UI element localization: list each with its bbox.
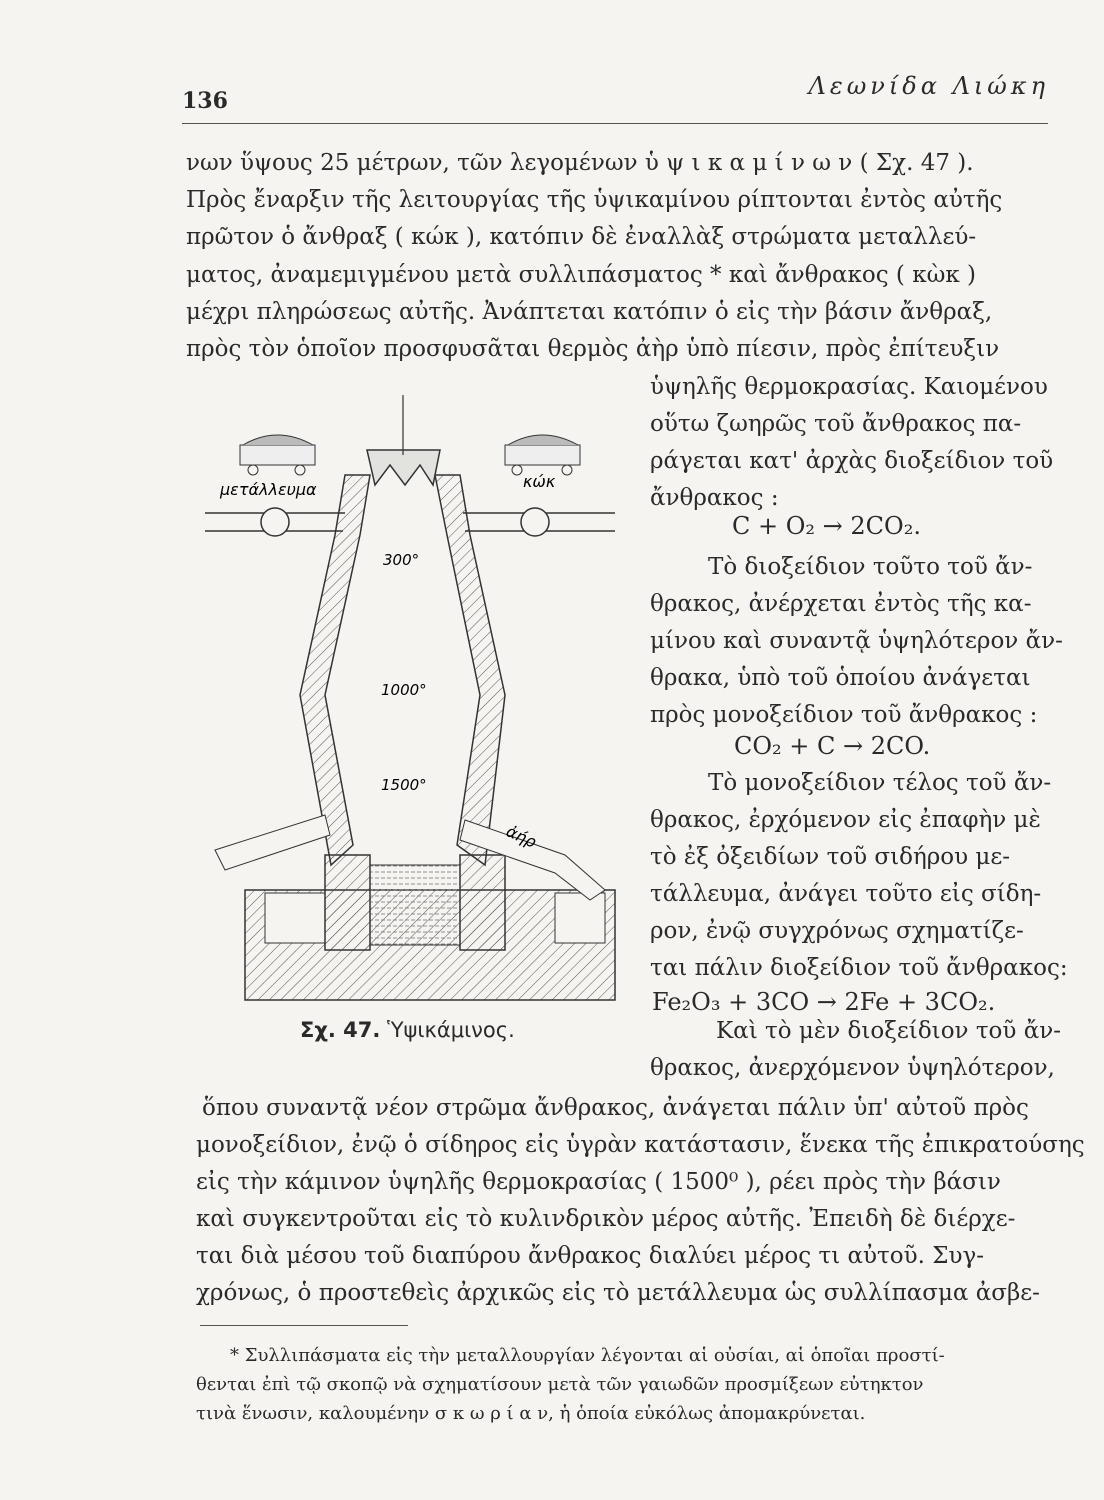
side-line: μίνου καὶ συναντᾷ ὑψηλότερον ἄν- [650,628,1063,654]
side-line: οὕτω ζωηρῶς τοῦ ἄνθρακος πα- [650,411,1022,437]
header-rule [182,123,1048,124]
running-head: Λεωνίδα Λιώκη [808,72,1049,100]
side-line: ται πάλιν διοξείδιον τοῦ ἄνθρακος: [650,955,1068,981]
label-temp-300: 300° [383,551,420,569]
footnote-rule [200,1325,408,1326]
side-line: Καὶ τὸ μὲν διοξείδιον τοῦ ἄν- [716,1018,1061,1044]
label-temp-1000: 1000° [381,681,427,699]
gas-pipe-left [205,508,345,536]
body-line: πρὸς τὸν ὁποῖον προσφυσᾶται θερμὸς ἀὴρ ὑπὸ πίεσιν, πρὸς ἐπίτευξιν [186,336,1000,362]
body-line: χρόνως, ὁ προστεθεὶς ἀρχικῶς εἰς τὸ μετάλλευμα ὡς συλλίπασμα ἀσβε- [196,1280,1040,1306]
equation-2: CO₂ + C → 2CO. [734,732,931,760]
ore-cart [240,435,315,475]
figure-caption [300,1018,515,1042]
body-line: μονοξείδιον, ἐνῷ ὁ σίδηρος εἰς ὑγρὰν κατάστασιν, ἕνεκα τῆς ἐπικρατούσης [196,1132,1085,1158]
side-line: θρακος, ἀνερχόμενον ὑψηλότερον, [650,1055,1055,1081]
body-line: Πρὸς ἔναρξιν τῆς λειτουργίας τῆς ὑψικαμίνου ρίπτονται ἐντὸς αὐτῆς [186,187,1003,213]
body-line: καὶ συγκεντροῦται εἰς τὸ κυλινδρικὸν μέρος αὐτῆς. Ἐπειδὴ δὲ διέρχε- [196,1206,1016,1232]
molten-iron [370,865,460,945]
body-line: εἰς τὴν κάμινον ὑψηλῆς θερμοκρασίας ( 1500⁰ ), ρέει πρὸς τὴν βάσιν [196,1169,1001,1195]
side-line: ράγεται κατ' ἀρχὰς διοξείδιον τοῦ [650,448,1054,474]
gas-pipe-right [463,508,615,536]
side-line: τὸ ἐξ ὀξειδίων τοῦ σιδήρου με- [650,844,1011,870]
side-line: τάλλευμα, ἀνάγει τοῦτο εἰς σίδη- [650,881,1042,907]
footnote-line: * Συλλιπάσματα εἰς τὴν μεταλλουργίαν λέγονται αἱ οὐσίαι, αἱ ὁποῖαι προστί- [230,1345,945,1366]
side-line: θρακα, ὑπὸ τοῦ ὁποίου ἀνάγεται [650,665,1031,691]
body-line: ὅπου συναντᾷ νέον στρῶμα ἄνθρακος, ἀνάγεται πάλιν ὑπ' αὐτοῦ πρὸς [202,1095,1029,1121]
body-line: πρῶτον ὁ ἄνθραξ ( κώκ ), κατόπιν δὲ ἐναλλὰξ στρώματα μεταλλεύ- [186,224,977,250]
equation-3: Fe₂O₃ + 3CO → 2Fe + 3CO₂. [652,988,996,1016]
side-line: ρον, ἐνῷ συγχρόνως σχηματίζε- [650,918,1024,944]
blast-furnace-figure [195,395,635,1015]
label-temp-1500: 1500° [381,776,427,794]
side-line: θρακος, ἐρχόμενον εἰς ἐπαφὴν μὲ [650,807,1041,833]
label-ore: μετάλλευμα [220,480,317,499]
shaft-wall-left [300,475,370,865]
side-line: ὑψηλῆς θερμοκρασίας. Καιομένου [650,374,1048,400]
equation-1: C + O₂ → 2CO₂. [732,512,921,540]
hearth-wall-right [460,855,505,950]
page-number: 136 [182,88,228,114]
side-line: ἄνθρακος : [650,485,779,511]
body-line: ματος, ἀναμεμιγμένου μετὰ συλλιπάσματος * καὶ ἄνθρακος ( κὼκ ) [186,262,976,288]
side-line: θρακος, ἀνέρχεται ἐντὸς τῆς κα- [650,591,1032,617]
caption-text: Ὑψικάμινος. [387,1018,515,1042]
caption-number: Σχ. 47. [300,1018,381,1042]
tuyere-left [215,815,330,870]
body-line: μέχρι πληρώσεως αὐτῆς. Ἀνάπτεται κατόπιν ὁ εἰς τὴν βάσιν ἄνθραξ, [186,299,993,325]
coke-cart [505,435,580,475]
shaft-wall-right [435,475,505,865]
footnote-line: τινὰ ἕνωσιν, καλουμένην σ κ ω ρ ί α ν, ἡ ὁποία εὐκόλως ἀπομακρύνεται. [196,1403,866,1424]
label-coke: κώκ [523,472,556,491]
charging-hopper [367,450,440,485]
side-line: πρὸς μονοξείδιον τοῦ ἄνθρακος : [650,702,1038,728]
body-line: ται διὰ μέσου τοῦ διαπύρου ἄνθρακος διαλύει μέρος τι αὐτοῦ. Συγ- [196,1243,984,1269]
side-line: Τὸ μονοξείδιον τέλος τοῦ ἄν- [708,770,1052,796]
hearth-wall-left [325,855,370,950]
side-line: Τὸ διοξείδιον τοῦτο τοῦ ἄν- [708,554,1033,580]
footnote-line: θενται ἐπὶ τῷ σκοπῷ νὰ σχηματίσουν μετὰ τῶν γαιωδῶν προσμίξεων εὐτηκτον [196,1374,924,1395]
label-air: ἀήρ [503,821,540,852]
body-line: νων ὕψους 25 μέτρων, τῶν λεγομένων ὑ ψ ι κ α μ ί ν ω ν ( Σχ. 47 ). [186,150,974,176]
